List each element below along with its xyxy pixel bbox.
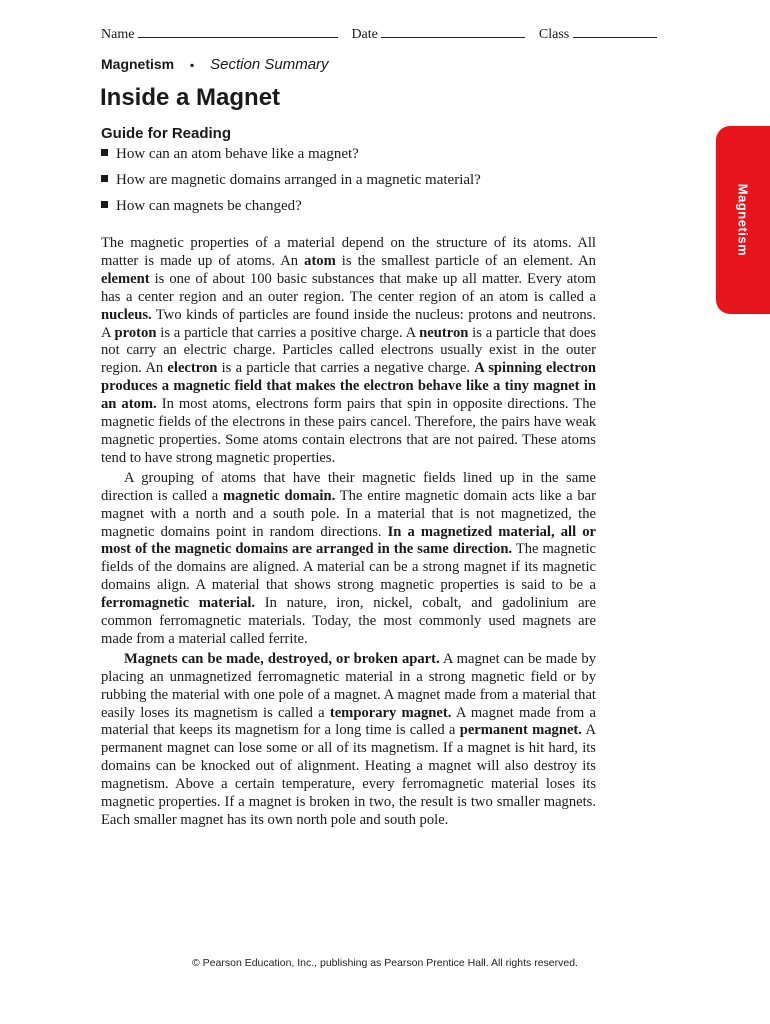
key-term: A spinning electron produces a magnetic field that makes the electron behave like a tiny magnet in an atom.: [101, 360, 596, 413]
section-summary-body: [101, 235, 596, 832]
square-bullet-icon: [101, 149, 108, 156]
key-term: Magnets can be made, destroyed, or broken apart.: [124, 650, 440, 667]
guide-question: [101, 171, 481, 197]
question-text: How are magnetic domains arranged in a magnetic material?: [116, 172, 481, 188]
key-term: permanent magnet.: [459, 722, 582, 739]
guide-heading: Guide for Reading: [101, 125, 232, 142]
text-run: The entire magnetic domain acts like a bar magnet with a north and a south pole. In a material that is not magnetized, the magnetic domains point in random directions.: [101, 487, 596, 540]
text-run: Two kinds of particles are found inside the nucleus: protons and neutrons. A: [101, 306, 596, 341]
section-type: Section Summary: [210, 56, 329, 73]
text-run: is one of about 100 basic substances that make up all matter. Every atom has a center region and an outer region. The center region of an atom is called a: [101, 270, 596, 305]
guide-questions: [101, 145, 481, 223]
text-run: is a particle that carries a positive charge. A: [156, 324, 420, 341]
name-field[interactable]: [138, 25, 338, 38]
copyright-footer: © Pearson Education, Inc., publishing as Pearson Prentice Hall. All rights reserved.: [192, 957, 578, 969]
key-term: element: [101, 270, 150, 287]
key-term: temporary magnet.: [329, 704, 452, 721]
text-run: is a particle that carries a negative charge.: [217, 360, 475, 377]
text-run: A permanent magnet can lose some or all of its magnetism. If a magnet is hit hard, its domains can be knocked out of alignment. Heating a magnet will also destroy its magnetism. Above a certain temperature, every ferromagnetic material loses its magnetic properties. If a magnet is broken in two, the result is two smaller magnets. Each smaller magnet has its own north pole and south pole.: [101, 722, 596, 828]
key-term: proton: [114, 324, 157, 341]
page-title: Inside a Magnet: [100, 84, 281, 111]
key-term: nucleus.: [101, 306, 152, 323]
key-term: ferromagnetic material.: [101, 595, 256, 612]
square-bullet-icon: [101, 175, 108, 182]
class-field[interactable]: [573, 25, 657, 38]
date-field[interactable]: [381, 25, 525, 38]
guide-question: [101, 145, 481, 171]
summary-paragraph: [101, 235, 596, 468]
key-term: atom: [304, 252, 336, 269]
text-run: A magnet made from a material that keeps its magnetism for a long time is called a: [101, 704, 596, 739]
separator-bullet-icon: ▪: [190, 58, 195, 72]
key-term: neutron: [419, 324, 469, 341]
text-run: is a particle that does not carry an electric charge. Particles called electrons usually exist in the outer region. An: [101, 324, 596, 377]
text-run: In nature, iron, nickel, cobalt, and gadolinium are common ferromagnetic materials. Today, the most commonly used magnets are made from a material called ferrite.: [101, 595, 596, 647]
summary-paragraph: [101, 470, 596, 649]
summary-paragraph: [101, 651, 596, 830]
name-label: Name: [101, 27, 135, 42]
key-term: electron: [167, 360, 218, 377]
key-term: magnetic domain.: [223, 487, 336, 504]
class-label: Class: [538, 27, 570, 42]
text-run: is the smallest particle of an element. An: [335, 252, 596, 269]
question-text: How can an atom behave like a magnet?: [116, 146, 359, 162]
student-info-line: [101, 25, 671, 43]
key-term: In a magnetized material, all or most of the magnetic domains are arranged in the same direction.: [101, 523, 596, 558]
guide-question: [101, 197, 481, 223]
text-run: The magnetic fields of the domains are aligned. A material can be a strong magnet if its magnetic domains align. A material that shows strong magnetic properties is said to be a: [101, 541, 596, 594]
side-tab-label: Magnetism: [735, 183, 751, 257]
chapter-side-tab: [716, 126, 770, 314]
date-label: Date: [351, 27, 378, 42]
chapter-header: [101, 56, 329, 73]
square-bullet-icon: [101, 201, 108, 208]
chapter-name: Magnetism: [101, 56, 175, 72]
text-run: The magnetic properties of a material depend on the structure of its atoms. All matter is made up of atoms. An: [101, 235, 596, 269]
text-run: A magnet can be made by placing an unmagnetized ferromagnetic material in a strong magnetic field or by rubbing the material with one pole of a magnet. A magnet made from a material that easily loses its magnetism is called a: [101, 650, 596, 721]
text-run: A grouping of atoms that have their magnetic fields lined up in the same direction is called a: [101, 469, 596, 504]
text-run: In most atoms, electrons form pairs that spin in opposite directions. The magnetic fields of the electrons in these pairs cancel. Therefore, the pairs have weak magnetic properties. Some atoms contain electrons that are not paired. These atoms tend to have strong magnetic properties.: [101, 396, 596, 466]
question-text: How can magnets be changed?: [116, 198, 302, 214]
